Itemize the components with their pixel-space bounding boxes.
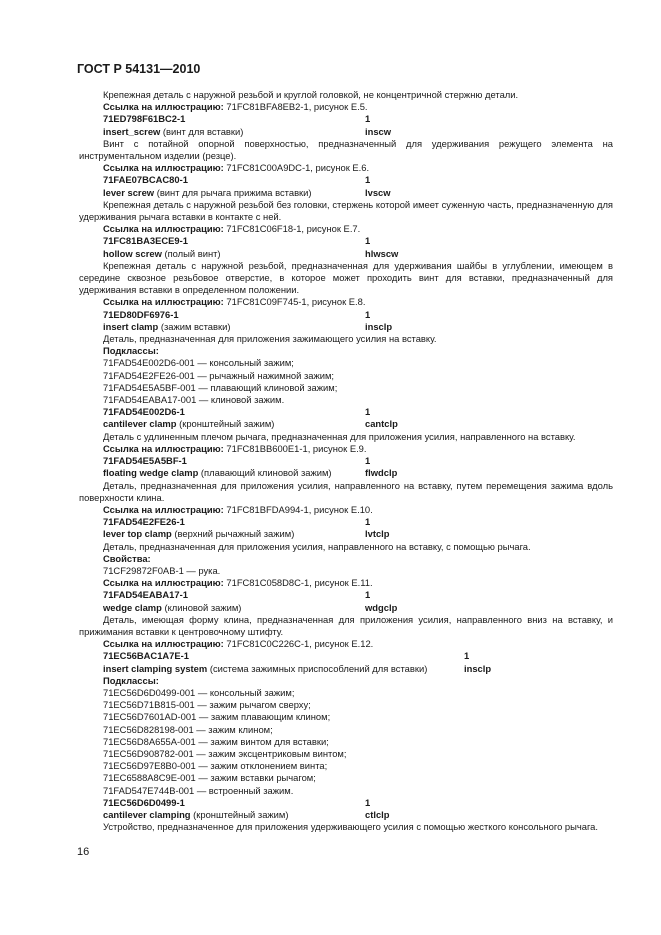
term-key <box>103 602 365 614</box>
page-header: ГОСТ Р 54131—2010 <box>77 62 201 76</box>
term-description: (полый винт) <box>161 247 221 259</box>
term-value: 1 <box>365 516 371 528</box>
list-item: 71FAD54E5A5BF-001 — плавающий клиновой зажим; <box>103 381 338 393</box>
term-key <box>103 248 365 260</box>
term-description: (кронштейный зажим) <box>190 808 289 820</box>
term-row <box>79 467 613 479</box>
term-code: 71FAE07BCAC80-1 <box>103 174 188 186</box>
term-key <box>103 528 365 540</box>
term-row <box>79 418 613 430</box>
paragraph: Деталь, предназначенная для приложения усилия, направленного на вставку, с помощью рычага. <box>103 540 531 552</box>
term-value: 1 <box>365 308 371 320</box>
term-value: 1 <box>464 650 470 662</box>
document-body <box>79 89 613 833</box>
term-row <box>79 406 613 418</box>
term-value: insclp <box>365 320 393 332</box>
list-item: 71EC56D97E8B0-001 — зажим отклонением винта; <box>103 760 328 772</box>
reference-value: 71FC81C09F745-1, рисунок E.8. <box>223 296 366 308</box>
reference-label: Ссылка на иллюстрацию: <box>103 223 224 235</box>
term-description: (клиновой зажим) <box>161 601 242 613</box>
illustration-reference <box>79 296 613 308</box>
term-description: (верхний рычажный зажим) <box>171 528 295 540</box>
term-code: 71FAD54EABA17-1 <box>103 589 188 601</box>
term-value: flwdclp <box>365 467 398 479</box>
reference-label: Ссылка на иллюстрацию: <box>103 503 224 515</box>
term-code: hollow screw <box>103 247 162 259</box>
list-item: 71EC6588A8C9E-001 — зажим вставки рычагом; <box>103 772 316 784</box>
term-code: insert clamping system <box>103 662 208 674</box>
term-value: cantclp <box>365 418 398 430</box>
reference-label: Ссылка на иллюстрацию: <box>103 638 224 650</box>
term-key <box>103 187 365 199</box>
term-value: 1 <box>365 174 371 186</box>
term-value: lvscw <box>365 186 391 198</box>
term-code: wedge clamp <box>103 601 162 613</box>
term-description: (винт для вставки) <box>160 125 244 137</box>
term-code: 71ED798F61BC2-1 <box>103 113 186 125</box>
term-row <box>79 174 613 186</box>
term-description: (система зажимных приспособлений для вставки) <box>207 662 428 674</box>
term-code: cantilever clamp <box>103 418 177 430</box>
reference-value: 71FC81BFDA994-1, рисунок E.10. <box>223 503 373 515</box>
reference-value: 71FC81C058D8C-1, рисунок E.11. <box>223 577 373 589</box>
reference-value: 71FC81C0C226C-1, рисунок E.12. <box>223 638 374 650</box>
term-code: 71EC56D6D0499-1 <box>103 796 185 808</box>
term-code: insert_screw <box>103 125 161 137</box>
term-description: (кронштейный зажим) <box>176 418 275 430</box>
term-value: lvtclp <box>365 528 390 540</box>
term-code: 71FAD54E2FE26-1 <box>103 516 185 528</box>
list-item: 71EC56D7601AD-001 — зажим плавающим клином; <box>103 711 331 723</box>
term-key <box>103 235 365 247</box>
term-key <box>103 418 365 430</box>
paragraph: Крепежная деталь с наружной резьбой без головки, стержень которой имеет суженную часть, предназначенную для удерживания рычага вставки в контакте с ней. <box>79 198 613 223</box>
subsection-heading: Свойства: <box>103 552 151 564</box>
subsection-heading: Подклассы: <box>103 674 159 686</box>
term-row <box>79 235 613 247</box>
term-row <box>79 113 613 125</box>
term-code: 71ED80DF6976-1 <box>103 308 179 320</box>
term-key <box>103 406 365 418</box>
list-item: 71EC56D8A655A-001 — зажим винтом для вставки; <box>103 735 329 747</box>
term-key <box>103 174 365 186</box>
paragraph: Деталь, предназначенная для приложения усилия, направленного на вставку, путем перемещения зажима вдоль поверхности клина. <box>79 479 613 503</box>
term-value: 1 <box>365 113 371 125</box>
reference-value: 71FC81BB600E1-1, рисунок E.9. <box>223 442 367 454</box>
illustration-reference <box>79 162 613 174</box>
term-value: ctlclp <box>365 808 390 820</box>
term-row <box>79 663 613 675</box>
term-key <box>103 309 365 321</box>
list-item: 71EC56D828198-001 — зажим клином; <box>103 723 273 735</box>
term-description: (винт для рычага прижима вставки) <box>154 186 312 198</box>
term-key <box>103 650 464 662</box>
reference-label: Ссылка на иллюстрацию: <box>103 162 224 174</box>
term-row <box>79 809 613 821</box>
reference-label: Ссылка на иллюстрацию: <box>103 442 224 454</box>
illustration-reference <box>79 223 613 235</box>
term-key <box>103 455 365 467</box>
reference-value: 71FC81C06F18-1, рисунок E.7. <box>223 223 361 235</box>
term-key <box>103 589 365 601</box>
term-row <box>79 126 613 138</box>
term-key <box>103 663 464 675</box>
list-item: 71EC56D6D0499-001 — консольный зажим; <box>103 686 295 698</box>
term-value: 1 <box>365 406 371 418</box>
term-code: insert clamp <box>103 320 159 332</box>
term-row <box>79 602 613 614</box>
paragraph: Деталь, имеющая форму клина, предназначенная для приложения усилия, направленного вниз на вставку, и прижимания вставки к центровочному штифту. <box>79 613 613 637</box>
paragraph: Деталь с удлиненным плечом рычага, предназначенная для приложения усилия, направленного на вставку. <box>103 430 576 442</box>
reference-label: Ссылка на иллюстрацию: <box>103 296 224 308</box>
term-key <box>103 797 365 809</box>
term-code: cantilever clamping <box>103 808 191 820</box>
illustration-reference <box>79 504 613 516</box>
term-code: 71FC81BA3ECE9-1 <box>103 235 188 247</box>
term-row <box>79 528 613 540</box>
term-key <box>103 467 365 479</box>
term-value: 1 <box>365 589 371 601</box>
list-item: 71FAD54E002D6-001 — консольный зажим; <box>103 357 294 369</box>
term-value: hlwscw <box>365 247 399 259</box>
term-value: 1 <box>365 455 371 467</box>
paragraph: Деталь, предназначенная для приложения зажимающего усилия на вставку. <box>103 333 437 345</box>
reference-value: 71FC81C00A9DC-1, рисунок E.6. <box>223 162 370 174</box>
subsection-heading: Подклассы: <box>103 345 159 357</box>
term-row <box>79 589 613 601</box>
term-code: 71FAD54E002D6-1 <box>103 406 185 418</box>
term-row <box>79 248 613 260</box>
term-row <box>79 455 613 467</box>
paragraph: Крепежная деталь с наружной резьбой и круглой головкой, не концентричной стержню детали. <box>103 89 519 100</box>
list-item: 71EC56D908782-001 — зажим эксцентриковым винтом; <box>103 747 347 759</box>
term-key <box>103 809 365 821</box>
list-item: 71EC56D71B815-001 — зажим рычагом сверху; <box>103 699 311 711</box>
paragraph: Крепежная деталь с наружной резьбой, предназначенная для удерживания шайбы в углублении, имеющем в середине сквозное резьбовое отверстие, в которое может проходить винт для вставки, предназначенный для удерживания вставки в определенном положении. <box>79 259 613 296</box>
term-code: 71FAD54E5A5BF-1 <box>103 455 187 467</box>
paragraph: Устройство, предназначенное для приложения удерживающего усилия с помощью жесткого консольного рычага. <box>103 821 598 833</box>
term-value: inscw <box>365 125 392 137</box>
term-code: 71EC56BAC1A7E-1 <box>103 650 189 662</box>
term-code: floating wedge clamp <box>103 467 199 479</box>
term-row <box>79 309 613 321</box>
list-item: 71FAD547E744B-001 — встроенный зажим. <box>103 784 294 796</box>
list-item: 71CF29872F0AB-1 — рука. <box>103 564 221 576</box>
term-row <box>79 516 613 528</box>
list-item: 71FAD54E2FE26-001 — рычажный нажимной зажим; <box>103 369 335 381</box>
term-value: insclp <box>464 662 492 674</box>
list-item: 71FAD54EABA17-001 — клиновой зажим. <box>103 394 285 406</box>
term-row <box>79 321 613 333</box>
page-number: 16 <box>77 846 90 858</box>
term-key <box>103 321 365 333</box>
paragraph: Винт с потайной опорной поверхностью, предназначенный для удерживания режущего элемента на инструментальном изделии (резце). <box>79 137 613 162</box>
term-row <box>79 650 613 662</box>
term-description: (зажим вставки) <box>158 320 231 332</box>
term-description: (плавающий клиновой зажим) <box>198 467 332 479</box>
reference-label: Ссылка на иллюстрацию: <box>103 577 224 589</box>
term-value: 1 <box>365 235 371 247</box>
reference-value: 71FC81BFA8EB2-1, рисунок E.5. <box>223 101 368 113</box>
term-key <box>103 516 365 528</box>
illustration-reference <box>79 638 613 650</box>
term-code: lever top clamp <box>103 528 172 540</box>
term-code: lever screw <box>103 186 155 198</box>
term-key <box>103 113 365 125</box>
term-row <box>79 187 613 199</box>
term-value: 1 <box>365 796 371 808</box>
illustration-reference <box>79 577 613 589</box>
term-value: wdgclp <box>365 601 398 613</box>
reference-label: Ссылка на иллюстрацию: <box>103 101 224 113</box>
illustration-reference <box>79 443 613 455</box>
term-row <box>79 797 613 809</box>
illustration-reference <box>79 101 613 113</box>
term-key <box>103 126 365 138</box>
